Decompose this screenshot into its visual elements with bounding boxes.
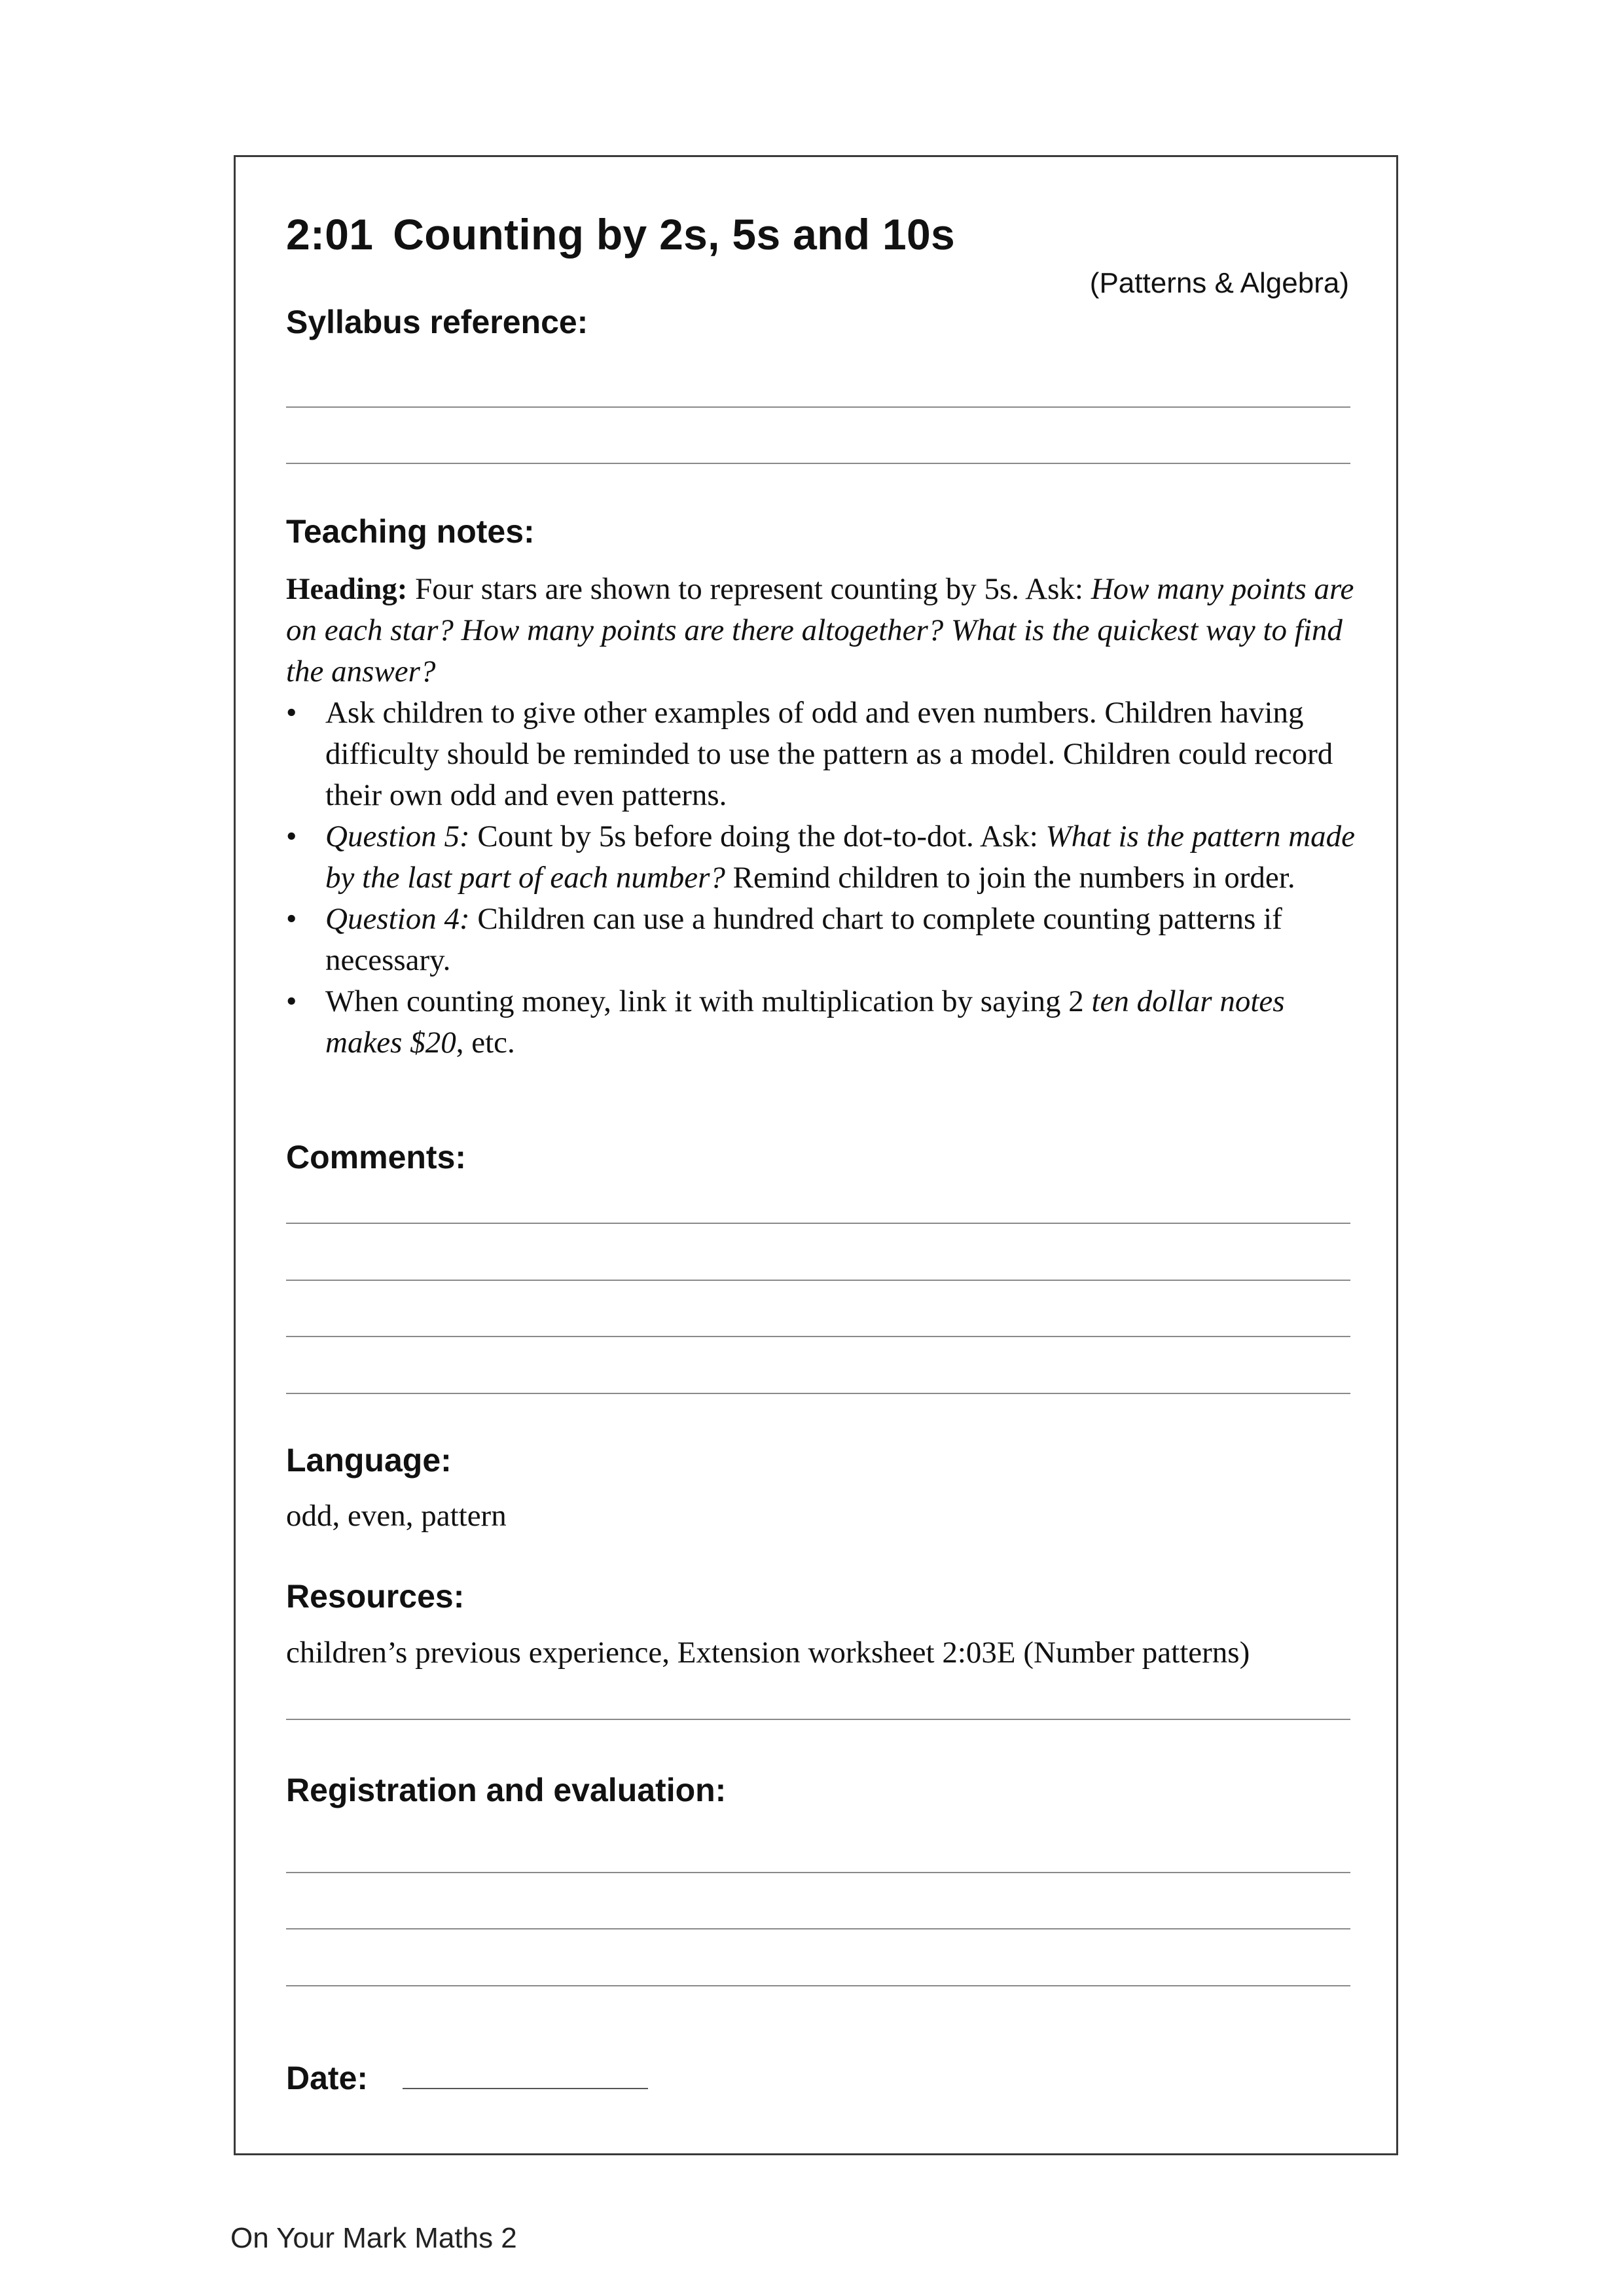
heading-text: Four stars are shown to represent counting by 5s. Ask: — [407, 572, 1091, 606]
bullet-2-tail: Remind children to join the numbers in order. — [725, 861, 1295, 895]
resources-line[interactable] — [286, 1719, 1350, 1720]
lesson-title-text: Counting by 2s, 5s and 10s — [393, 210, 955, 259]
bullet-4-tail: , etc. — [456, 1026, 515, 1060]
list-item — [286, 692, 1360, 816]
bullet-2-text: Count by 5s before doing the dot-to-dot. Ask: — [469, 819, 1046, 853]
heading-question: How many points are on each star? How many points are there altogether? What is the quickest way to find the answer? — [286, 572, 1354, 689]
resources-heading: Resources: — [286, 1578, 465, 1615]
language-heading: Language: — [286, 1442, 452, 1479]
language-text: odd, even, pattern — [286, 1499, 507, 1533]
list-item — [286, 899, 1360, 981]
teaching-notes-list — [286, 692, 1360, 1064]
date-heading: Date: — [286, 2060, 369, 2096]
comments-line-1[interactable] — [286, 1223, 1350, 1224]
bullet-icon: • — [286, 984, 297, 1018]
bullet-3-text: Children can use a hundred chart to complete counting patterns if necessary. — [325, 902, 1282, 977]
syllabus-heading: Syllabus reference: — [286, 304, 588, 340]
heading-label: Heading: — [286, 572, 408, 606]
comments-line-3[interactable] — [286, 1336, 1350, 1337]
bullet-2-question: What is the pattern made by the last part of each number? — [325, 819, 1356, 895]
registration-heading: Registration and evaluation: — [286, 1772, 727, 1808]
date-line[interactable] — [403, 2088, 648, 2089]
lesson-title — [286, 208, 955, 260]
registration-line-1[interactable] — [286, 1872, 1350, 1873]
registration-line-2[interactable] — [286, 1928, 1350, 1929]
comments-line-2[interactable] — [286, 1280, 1350, 1281]
bullet-2-label: Question 5: — [325, 819, 470, 853]
teaching-notes-heading-paragraph — [286, 569, 1360, 692]
teaching-notes-heading: Teaching notes: — [286, 513, 535, 550]
syllabus-line-2[interactable] — [286, 463, 1350, 464]
page-footer: On Your Mark Maths 2 — [230, 2222, 517, 2254]
bullet-1-text: Ask children to give other examples of odd and even numbers. Children having difficulty should be reminded to use the pattern as a model. Children could record their own odd and even patterns. — [325, 696, 1333, 812]
bullet-icon: • — [286, 819, 297, 853]
bullet-4-italic: ten dollar notes makes $20 — [325, 984, 1285, 1060]
bullet-icon: • — [286, 696, 297, 730]
lesson-number: 2:01 — [286, 210, 374, 259]
list-item — [286, 981, 1360, 1064]
teaching-notes-body — [286, 569, 1360, 1064]
list-item — [286, 816, 1360, 899]
syllabus-line-1[interactable] — [286, 406, 1350, 408]
bullet-icon: • — [286, 902, 297, 936]
registration-line-3[interactable] — [286, 1985, 1350, 1986]
bullet-4-text: When counting money, link it with multiplication by saying 2 — [325, 984, 1092, 1018]
resources-text: children’s previous experience, Extension worksheet 2:03E (Number patterns) — [286, 1636, 1250, 1670]
strand-label: (Patterns & Algebra) — [1089, 267, 1349, 299]
bullet-3-label: Question 4: — [325, 902, 470, 936]
comments-heading: Comments: — [286, 1139, 467, 1175]
comments-line-4[interactable] — [286, 1393, 1350, 1394]
